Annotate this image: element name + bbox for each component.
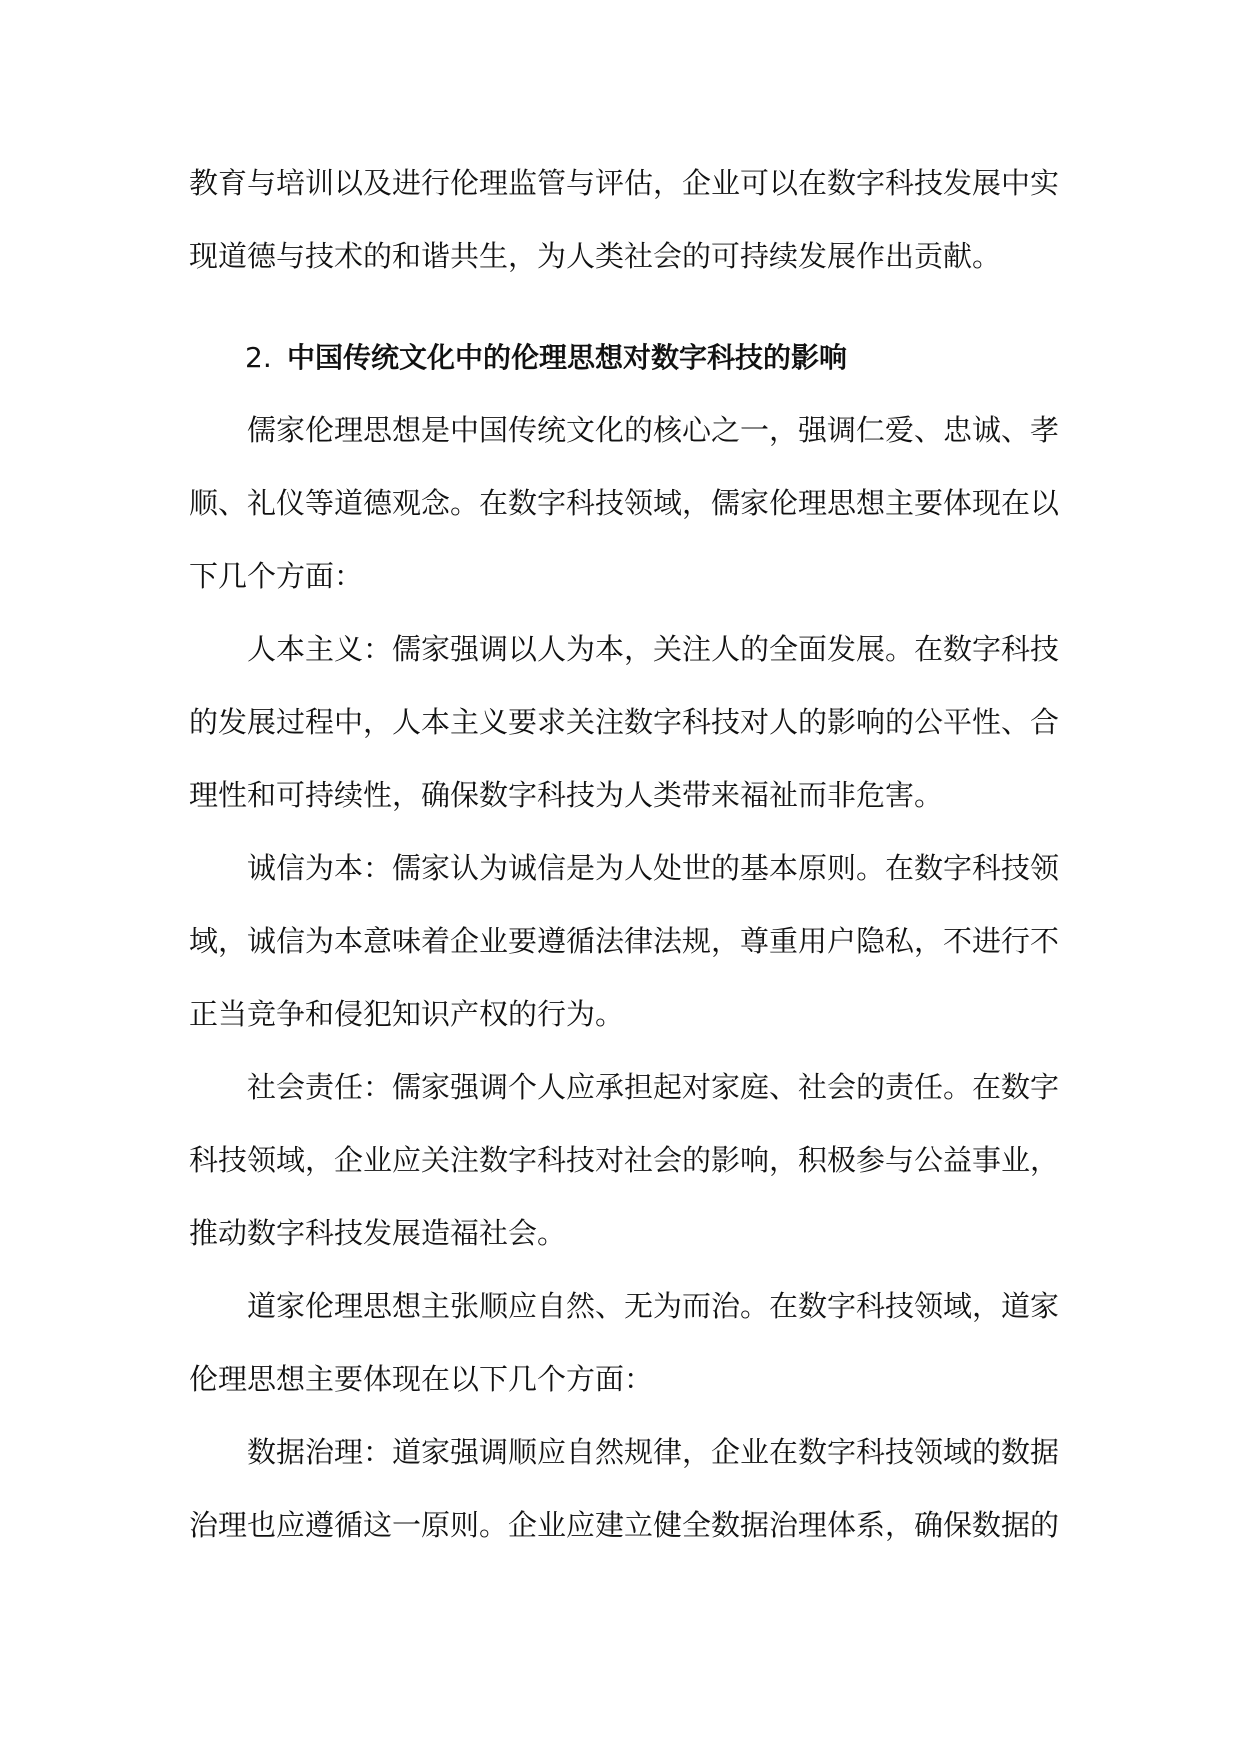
intro-paragraph xyxy=(189,147,1060,293)
text-line: 现道德与技术的和谐共生，为人类社会的可持续发展作出贡献。 xyxy=(189,239,1002,273)
paragraph-confucian-intro xyxy=(189,394,1060,613)
text-line: 道家伦理思想主张顺应自然、无为而治。在数字科技领域，道家 xyxy=(247,1289,1060,1323)
section-title: 中国传统文化中的伦理思想对数字科技的影响 xyxy=(287,341,848,374)
text-line: 顺、礼仪等道德观念。在数字科技领域，儒家伦理思想主要体现在以 xyxy=(189,486,1060,520)
text-line: 社会责任：儒家强调个人应承担起对家庭、社会的责任。在数字 xyxy=(247,1070,1060,1104)
text-line: 下几个方面： xyxy=(189,559,364,593)
text-line: 推动数字科技发展造福社会。 xyxy=(189,1216,567,1250)
text-line: 科技领域，企业应关注数字科技对社会的影响，积极参与公益事业， xyxy=(189,1143,1060,1177)
text-line: 正当竞争和侵犯知识产权的行为。 xyxy=(189,997,625,1031)
text-line: 儒家伦理思想是中国传统文化的核心之一，强调仁爱、忠诚、孝 xyxy=(247,413,1060,447)
paragraph-data-governance xyxy=(189,1416,1060,1562)
text-line: 数据治理：道家强调顺应自然规律，企业在数字科技领域的数据 xyxy=(247,1435,1060,1469)
section-heading xyxy=(189,321,1051,394)
text-line: 诚信为本：儒家认为诚信是为人处世的基本原则。在数字科技领 xyxy=(247,851,1060,885)
document-page xyxy=(189,147,1060,1562)
text-line: 教育与培训以及进行伦理监管与评估，企业可以在数字科技发展中实 xyxy=(189,166,1060,200)
section-number: 2. xyxy=(245,341,272,374)
paragraph-taoist-intro xyxy=(189,1270,1060,1416)
text-line: 域，诚信为本意味着企业要遵循法律法规，尊重用户隐私，不进行不 xyxy=(189,924,1060,958)
text-line: 理性和可持续性，确保数字科技为人类带来福祉而非危害。 xyxy=(189,778,944,812)
text-line: 治理也应遵循这一原则。企业应建立健全数据治理体系，确保数据的 xyxy=(189,1508,1060,1542)
text-line: 的发展过程中，人本主义要求关注数字科技对人的影响的公平性、合 xyxy=(189,705,1060,739)
text-line: 伦理思想主要体现在以下几个方面： xyxy=(189,1362,654,1396)
paragraph-integrity xyxy=(189,832,1060,1051)
text-line: 人本主义：儒家强调以人为本，关注人的全面发展。在数字科技 xyxy=(247,632,1060,666)
paragraph-humanism xyxy=(189,613,1060,832)
paragraph-social-responsibility xyxy=(189,1051,1060,1270)
